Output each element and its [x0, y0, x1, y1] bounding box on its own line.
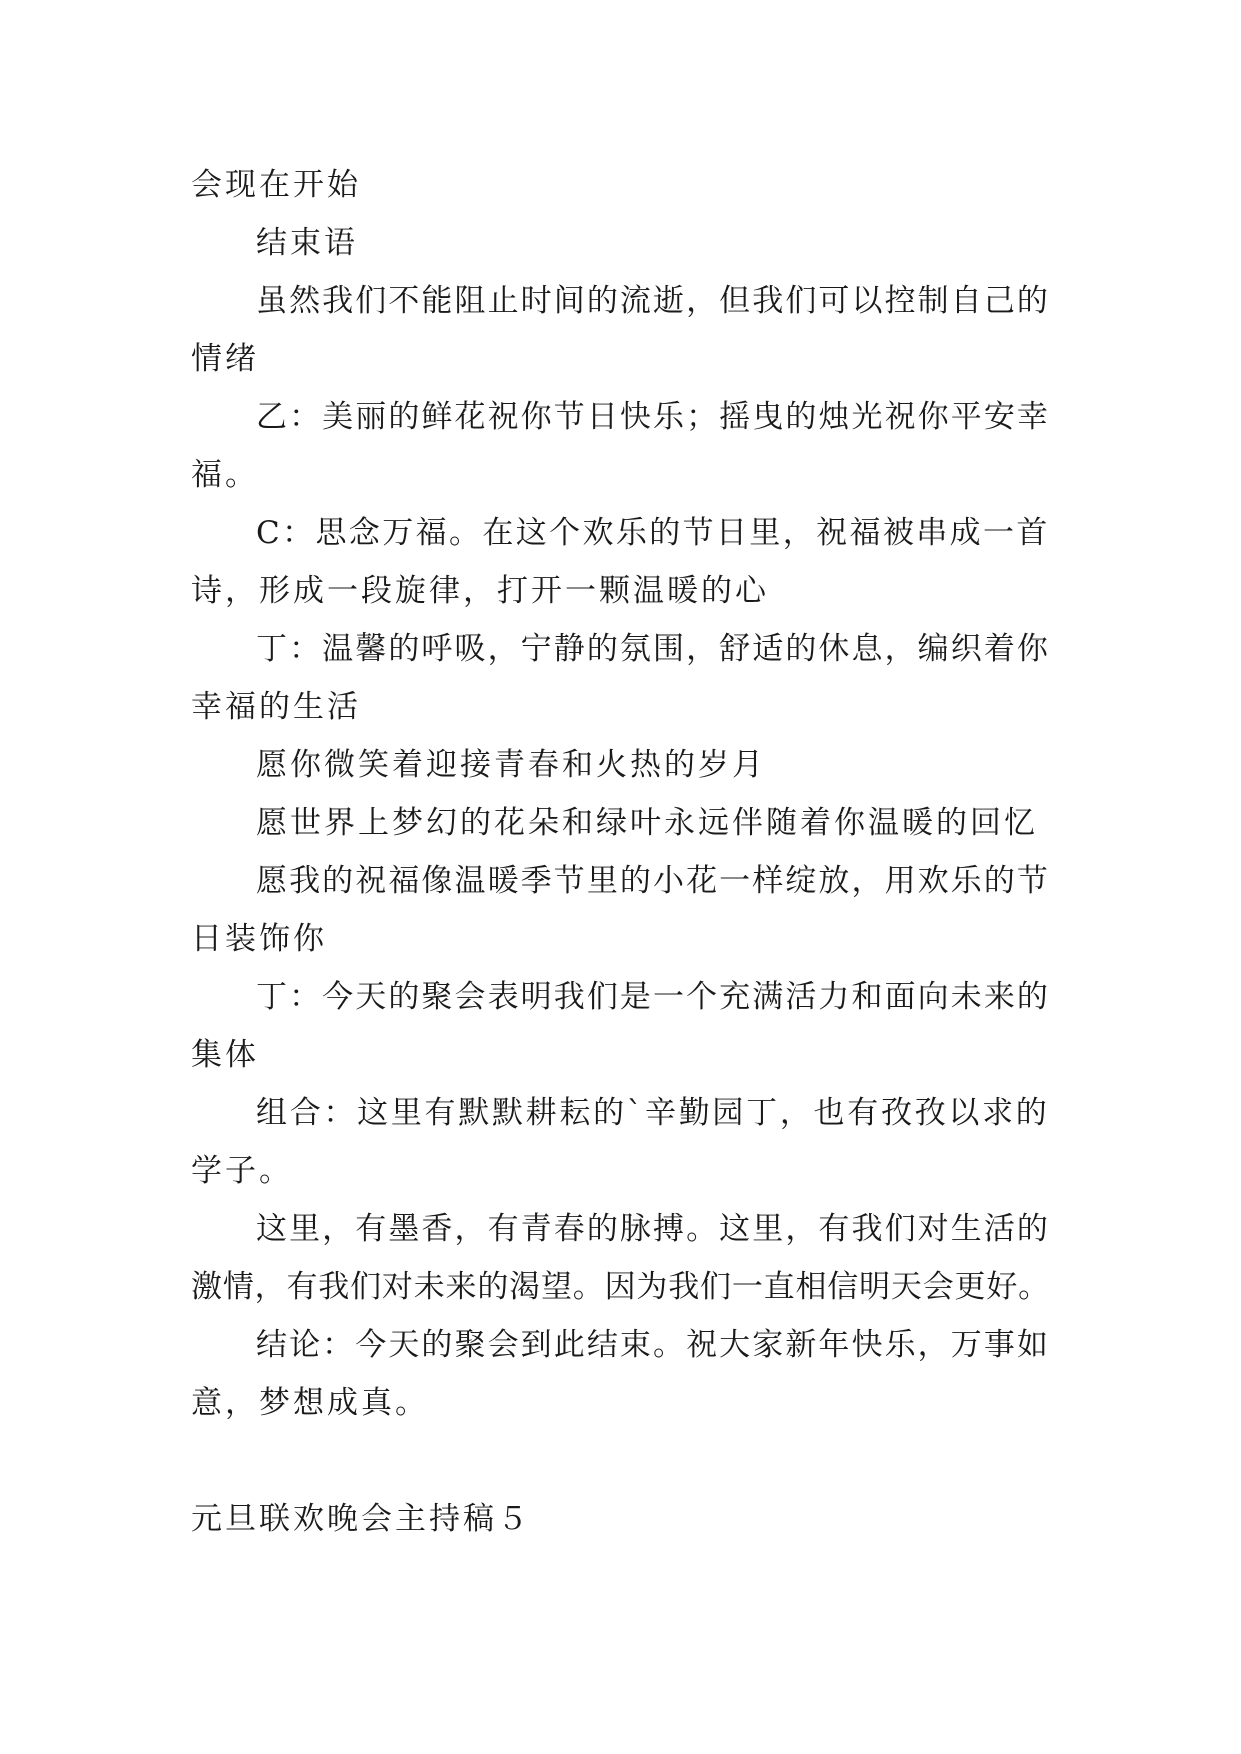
text-line: 学子。	[191, 1153, 293, 1189]
text-line: 日装饰你	[191, 921, 327, 957]
text-line: 乙：美丽的鲜花祝你节日快乐；摇曳的烛光祝你平安幸	[256, 399, 1050, 435]
text-line: 愿世界上梦幻的花朵和绿叶永远伴随着你温暖的回忆	[256, 805, 1038, 841]
text-line: 丁：温馨的呼吸，宁静的氛围，舒适的休息，编织着你	[256, 631, 1050, 667]
text-line: 这里，有墨香，有青春的脉搏。这里，有我们对生活的	[256, 1211, 1050, 1247]
text-line: 丁：今天的聚会表明我们是一个充满活力和面向未来的	[256, 979, 1050, 1015]
text-line: 会现在开始	[191, 167, 361, 203]
text-line: 组合：这里有默默耕耘的`辛勤园丁，也有孜孜以求的	[256, 1095, 1050, 1131]
text-line: 集体	[191, 1037, 259, 1073]
text-line: 结束语	[256, 225, 358, 261]
text-line: 结论：今天的聚会到此结束。祝大家新年快乐，万事如	[256, 1327, 1050, 1363]
text-line: 愿你微笑着迎接青春和火热的岁月	[256, 747, 766, 783]
text-line: C：思念万福。在这个欢乐的节日里，祝福被串成一首	[256, 515, 1050, 551]
text-line: 幸福的生活	[191, 689, 361, 725]
text-line: 激情，有我们对未来的渴望。因为我们一直相信明天会更好。	[191, 1269, 1050, 1305]
section-title: 元旦联欢晚会主持稿５	[191, 1501, 531, 1537]
text-line: 虽然我们不能阻止时间的流逝，但我们可以控制自己的	[256, 283, 1050, 319]
text-line: 意，梦想成真。	[191, 1385, 429, 1421]
text-line: 情绪	[191, 341, 259, 377]
text-line: 愿我的祝福像温暖季节里的小花一样绽放，用欢乐的节	[256, 863, 1050, 899]
text-line: 福。	[191, 457, 259, 493]
text-line: 诗，形成一段旋律，打开一颗温暖的心	[191, 573, 769, 609]
